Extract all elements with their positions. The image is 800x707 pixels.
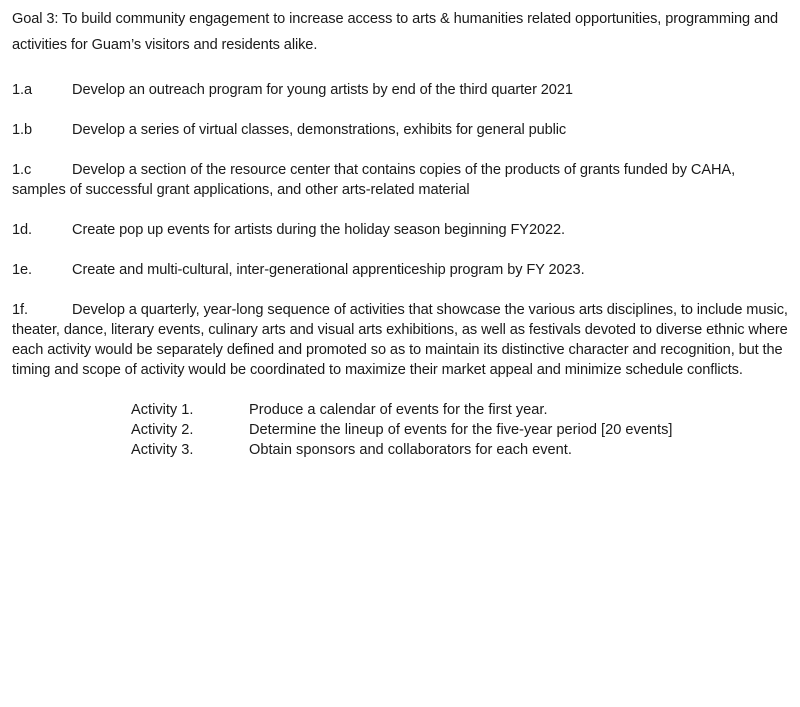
activity-text: Obtain sponsors and collaborators for each event. — [249, 442, 572, 458]
objective-1b — [12, 120, 792, 140]
objective-text: Develop a quarterly, year-long sequence of activities that showcase the various arts disciplines, to include music, theater, dance, literary events, culinary arts and visual arts exhibitions, as well as festivals devoted to diverse ethnic where each activity would be separately defined and promoted so as to maintain its distinctive character and recognition, but the timing and scope of activity would be coordinated to maximize their market appeal and minimize schedule conflicts. — [12, 302, 788, 378]
activity-text: Determine the lineup of events for the five-year period [20 events] — [249, 422, 673, 438]
objective-number: 1.b — [12, 122, 32, 138]
objective-1a — [12, 80, 792, 100]
activity-item — [131, 420, 672, 440]
objective-1e — [12, 260, 792, 280]
objective-number: 1e. — [12, 262, 32, 278]
objective-1f — [12, 300, 792, 380]
objective-text: Develop a series of virtual classes, demonstrations, exhibits for general public — [72, 122, 567, 138]
objective-text: Develop an outreach program for young artists by end of the third quarter 2021 — [72, 82, 573, 98]
objective-1c — [12, 160, 792, 200]
activity-item — [131, 400, 672, 420]
objective-text: Create and multi-cultural, inter-generational apprenticeship program by FY 2023. — [72, 262, 585, 278]
activity-text: Produce a calendar of events for the first year. — [249, 402, 548, 418]
objective-number: 1.c — [12, 162, 32, 178]
activity-label: Activity 1. — [131, 402, 194, 418]
goal-heading: Goal 3: To build community engagement to increase access to arts & humanities related opportunities, programming and activities for Guam’s visitors and residents alike. — [12, 11, 779, 53]
objective-number: 1d. — [12, 222, 32, 238]
activity-item — [131, 440, 672, 460]
activity-label: Activity 2. — [131, 422, 194, 438]
objective-text: Develop a section of the resource center that contains copies of the products of grants funded by CAHA, samples of successful grant applications, and other arts-related material — [12, 162, 736, 198]
objective-text: Create pop up events for artists during the holiday season beginning FY2022. — [72, 222, 565, 238]
activity-label: Activity 3. — [131, 442, 194, 458]
activity-list — [131, 400, 672, 460]
objective-number: 1.a — [12, 82, 32, 98]
objective-number: 1f. — [12, 302, 28, 318]
objective-1d — [12, 220, 792, 240]
